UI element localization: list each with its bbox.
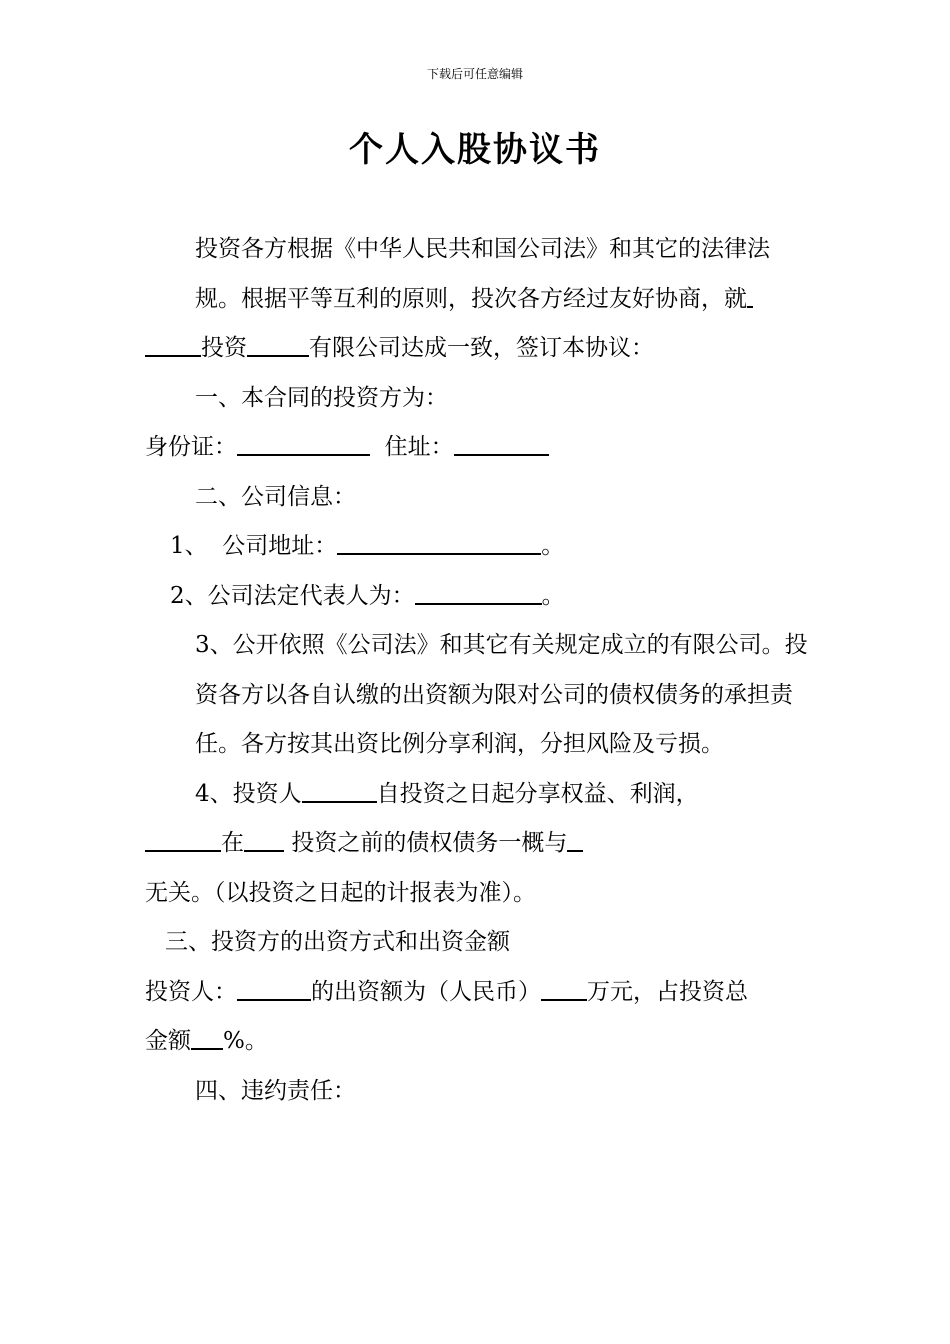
blank-line[interactable] [145, 333, 201, 357]
intro-paragraph [145, 225, 810, 324]
legal-rep-blank[interactable] [415, 581, 542, 605]
item-4-line-2: 在 投资之前的债权债务一概与 [145, 819, 810, 869]
investor-blank[interactable] [237, 977, 311, 1001]
item-1: 1、 公司地址： 。 [170, 533, 565, 559]
item-2: 2、公司法定代表人为： 。 [170, 582, 565, 609]
item-4-line-3: 无关。（以投资之日起的计报表为准）。 [145, 879, 536, 906]
section-3-title: 三、投资方的出资方式和出资金额 [165, 929, 510, 955]
item-4-line-1: 4、投资人 自投资之日起分享权益、利润， [195, 780, 699, 807]
percent-blank[interactable] [191, 1026, 223, 1050]
intro-line-2: 投资 有限公司达成一致，签订本协议： [145, 324, 810, 374]
document-title: 个人入股协议书 [349, 130, 601, 170]
capital-line: 投资人： 的出资额为（人民币） 万元，占投资总 [145, 978, 748, 1005]
section-2-title: 二、公司信息： [195, 483, 356, 510]
section-4-title: 四、违约责任： [195, 1077, 356, 1104]
id-blank[interactable] [237, 432, 370, 456]
id-address-line: 身份证： 住址： [145, 423, 810, 473]
page-header-note: 下载后可任意编辑 [426, 67, 523, 81]
document-body [145, 225, 810, 1116]
intro-text: 投资各方根据《中华人民共和国公司法》和其它的法律法规。根据平等互利的原则，投次各方经过友好协商，就 [195, 236, 770, 312]
blank-line[interactable] [244, 828, 284, 852]
blank-line[interactable] [145, 828, 221, 852]
section-1-title: 一、本合同的投资方为： [195, 384, 448, 411]
blank-line[interactable] [747, 284, 753, 308]
company-address-blank[interactable] [337, 531, 541, 555]
address-blank[interactable] [454, 432, 549, 456]
item-3: 3、公开依照《公司法》和其它有关规定成立的有限公司。投资各方以各自认缴的出资额为限对公司的债权债务的承担责任。各方按其出资比例分享利润，分担风险及亏损。 [195, 632, 808, 757]
capital-line-2: 金额 %。 [145, 1028, 268, 1054]
blank-line[interactable] [567, 828, 583, 852]
amount-blank[interactable] [541, 977, 587, 1001]
blank-line[interactable] [302, 779, 377, 803]
blank-line[interactable] [247, 333, 309, 357]
